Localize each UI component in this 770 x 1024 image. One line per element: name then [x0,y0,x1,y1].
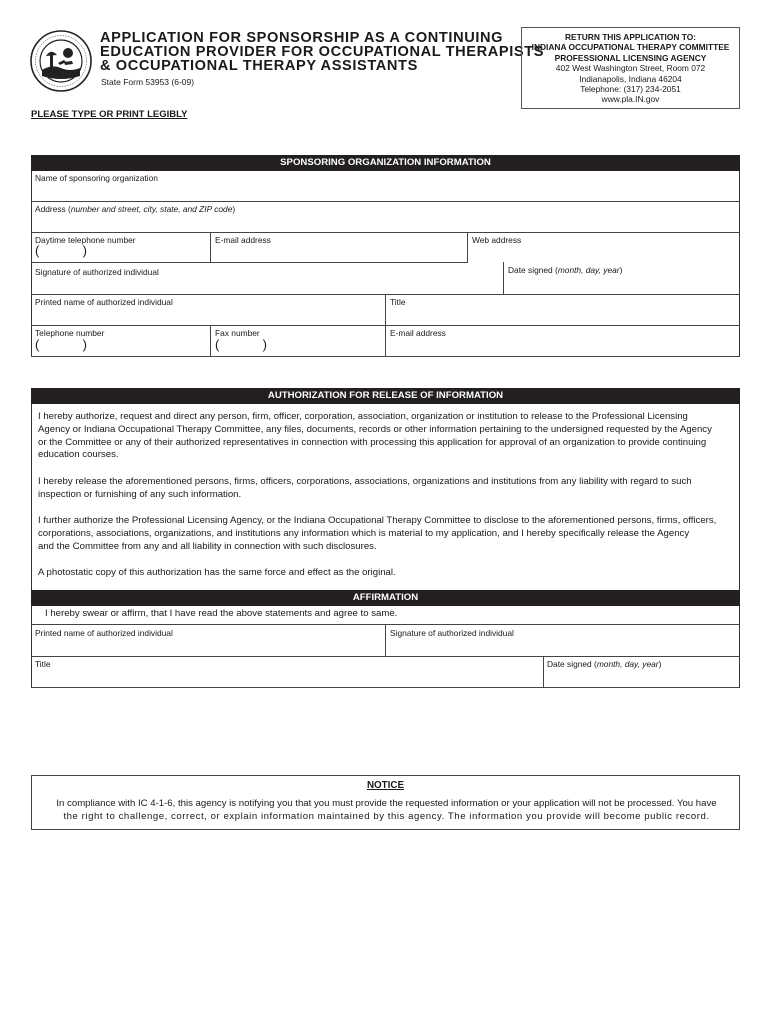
divider [31,656,740,657]
affirmation-printed-name-field[interactable]: Printed name of authorized individual [35,628,173,638]
authorization-paragraph-3 [38,515,736,553]
return-line: www.pla.IN.gov [601,94,660,105]
paragraph-line: and the Committee from any and all liability in connection with such disclosures. [38,540,377,552]
notice-line-2: the right to challenge, correct, or explain information maintained by this agency. The information you provide will become public record. [63,811,710,822]
divider [543,656,544,687]
return-line: PROFESSIONAL LICENSING AGENCY [554,52,707,63]
paragraph-line: education courses. [38,449,119,461]
telephone-field[interactable]: Telephone number [35,328,105,338]
divider [503,262,504,294]
return-line: RETURN THIS APPLICATION TO: [564,32,697,42]
affirmation-date-signed-field[interactable]: Date signed (month, day, year) [547,659,662,669]
fax-field[interactable]: Fax number [215,328,260,338]
paragraph-line: I hereby release the aforementioned persons, firms, officers, corporations, associations, organizations and institutions from any liability with regard to such [38,476,692,487]
authorization-paragraph-4: A photostatic copy of this authorization has the same force and effect as the original. [38,567,396,578]
area-code-parens: ( ) [35,337,87,352]
notice-heading: NOTICE [366,780,404,791]
area-code-parens: ( ) [215,337,267,352]
divider [31,232,740,233]
divider [385,294,386,356]
printed-name-field[interactable]: Printed name of authorized individual [35,297,173,307]
web-address-field[interactable]: Web address [472,235,522,245]
sponsor-section-heading: SPONSORING ORGANIZATION INFORMATION [31,155,740,171]
authorization-paragraph-1 [38,411,736,462]
return-address-box [521,27,740,109]
email-field-2[interactable]: E-mail address [390,328,446,338]
divider [31,356,740,357]
return-line: INDIANA OCCUPATIONAL THERAPY COMMITTEE [531,42,730,53]
title-field[interactable]: Title [390,297,406,307]
divider [31,201,740,202]
divider [210,232,211,263]
paragraph-line: Agency or Indiana Occupational Therapy Committee, any files, documents, records or other information pertaining to the undersigned requested by the Agency [38,423,712,435]
return-line: 402 West Washington Street, Room 072 [555,63,706,74]
affirmation-statement: I hereby swear or affirm, that I have read the above statements and agree to same. [45,608,398,619]
notice-line-1: In compliance with IC 4-1-6, this agency is notifying you that you must provide the requested information or your application will not be processed. You have [56,798,717,809]
organization-name-field[interactable]: Name of sponsoring organization [35,173,158,183]
form-title-line-1: APPLICATION FOR SPONSORSHIP AS A CONTINUING [100,30,504,46]
return-line: Indianapolis, Indiana 46204 [579,73,682,84]
affirmation-title-field[interactable]: Title [35,659,51,669]
affirmation-signature-field[interactable]: Signature of authorized individual [390,628,514,638]
paragraph-line: corporations, associations, organizations, and institutions any information which is material to my application, and I hereby specifically release the Agency [38,527,690,539]
divider [467,232,468,263]
authorization-section-heading: AUTHORIZATION FOR RELEASE OF INFORMATION [31,388,740,404]
return-line: Telephone: (317) 234-2051 [580,84,681,95]
divider [31,687,740,688]
divider [31,262,467,263]
print-instruction: PLEASE TYPE OR PRINT LEGIBLY [31,109,188,120]
form-title-line-2: EDUCATION PROVIDER FOR OCCUPATIONAL THERAPISTS [100,44,545,60]
paragraph-line: inspection or furnishing of any such information. [38,488,242,500]
divider [210,325,211,356]
paragraph-line: I further authorize the Professional Licensing Agency, or the Indiana Occupational Therapy Committee to disclose to the aforementioned persons, firms, officers, [38,515,717,526]
affirmation-section-heading: AFFIRMATION [31,590,740,606]
signature-field[interactable]: Signature of authorized individual [35,267,159,277]
email-field[interactable]: E-mail address [215,235,271,245]
daytime-phone-field[interactable]: Daytime telephone number [35,235,136,245]
state-form-number: State Form 53953 (6-09) [101,77,195,87]
address-field[interactable]: Address (number and street, city, state, and ZIP code) [35,204,236,214]
authorization-paragraph-2 [38,476,736,502]
indiana-state-seal-icon [30,30,92,92]
paragraph-line: I hereby authorize, request and direct any person, firm, officer, corporation, association, organization or institution to release to the Professional Licensing [38,411,688,422]
paragraph-line: or the Committee or any of their authorized representatives in connection with processing this application for approval of an organization to provide continuing [38,436,707,448]
form-title-line-3: & OCCUPATIONAL THERAPY ASSISTANTS [100,58,418,74]
date-signed-field[interactable]: Date signed (month, day, year) [508,265,623,275]
notice-box [31,775,740,830]
divider [385,624,386,656]
area-code-parens: ( ) [35,243,87,258]
